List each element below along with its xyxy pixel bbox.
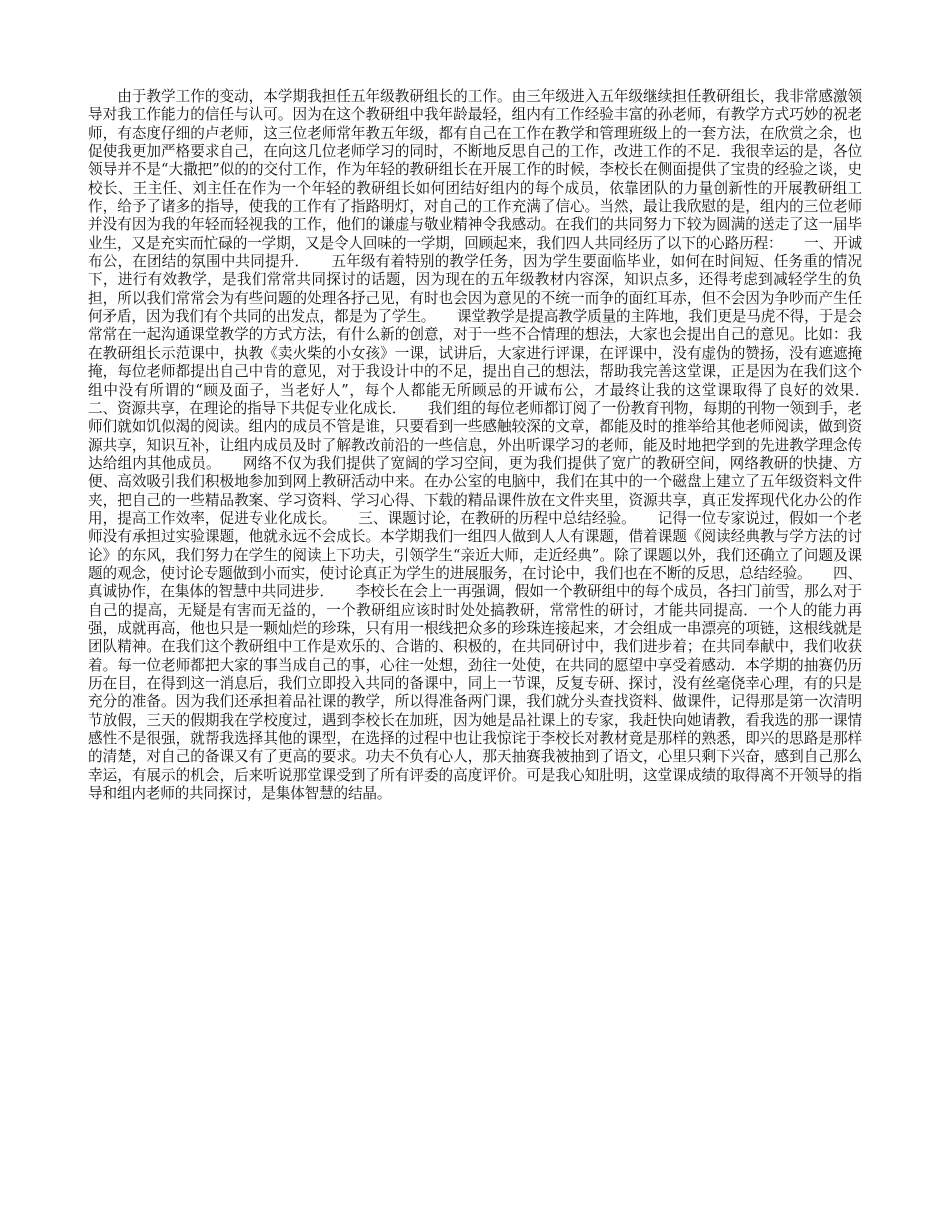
document-page — [88, 88, 891, 803]
body-paragraph: 由于教学工作的变动，本学期我担任五年级教研组长的工作。由三年级进入五年级继续担任教研组长，我非常感激领导对我工作能力的信任与认可。因为在这个教研组中我年龄最轻，组内有工作经验丰富的孙老师，有教学方式巧妙的祝老师，有态度仔细的卢老师，这三位老师常年教五年级，都有自己在工作在教学和管理班级上的一套方法，在欣赏之余，也促使我更加严格要求自己，在向这几位老师学习的同时，不断地反思自己的工作，改进工作的不足．我很幸运的是，各位领导并不是“大撒把”似的的交付工作，作为年轻的教研组长在开展工作的时候，李校长在侧面提供了宝贵的经验之谈，史校长、王主任、刘主任在作为一个年轻的教研组长如何团结好组内的每个成员，依靠团队的力量创新性的开展教研组工作，给予了诸多的指导，使我的工作有了指路明灯，对自己的工作充满了信心。当然，最让我欣慰的是，组内的三位老师并没有因为我的年轻而轻视我的工作，他们的谦虚与敬业精神令我感动。在我们的共同努力下较为圆满的送走了这一届毕业生，又是充实而忙碌的一学期，又是令人回味的一学期，回顾起来，我们四人共同经历了以下的心路历程： 一、开诚布公，在团结的氛围中共同提升． 五年级有着特别的教学任务，因为学生要面临毕业，如何在时间短、任务重的情况下，进行有效教学，是我们常常共同探讨的话题，因为现在的五年级教材内容深，知识点多，还得考虑到减轻学生的负担，所以我们常常会为有些问题的处理各抒己见，有时也会因为意见的不统一而争的面红耳赤，但不会因为争吵而产生任何矛盾，因为我们有个共同的出发点，都是为了学生。 课堂教学是提高教学质量的主阵地，我们更是马虎不得，于是会常常在一起沟通课堂教学的方式方法，有什么新的创意，对于一些不合情理的想法，大家也会提出自己的意见。比如：我在教研组长示范课中，执教《卖火柴的小女孩》一课，试讲后，大家进行评课，在评课中，没有虚伪的赞扬，没有遮遮掩掩，每位老师都提出自己中肯的意见，对于我设计中的不足，提出自己的想法，帮助我完善这堂课，正是因为在我们这个组中没有所谓的“顾及面子，当老好人”，每个人都能无所顾忌的开诚布公，才最终让我的这堂课取得了良好的效果． 二、资源共享，在理论的指导下共促专业化成长． 我们组的每位老师都订阅了一份教育刊物，每期的刊物一领到手，老师们就如饥似渴的阅读。组内的成员不管是谁，只要看到一些感触较深的文章，都能及时的推举给其他老师阅读，做到资源共享，知识互补，让组内成员及时了解教改前沿的一些信息，外出听课学习的老师，能及时地把学到的先进教学理念传达给组内其他成员。 网络不仅为我们提供了宽阔的学习空间，更为我们提供了宽广的教研空间，网络教研的快捷、方便、高效吸引我们积极地参加到网上教研活动中来。在办公室的电脑中，我们在其中的一个磁盘上建立了五年级资料文件夹，把自己的一些精品教案、学习资料、学习心得、下载的精品课件放在文件夹里，资源共享，真正发挥现代化办公的作用，提高工作效率，促进专业化成长。 三、课题讨论，在教研的历程中总结经验。 记得一位专家说过，假如一个老师没有承担过实验课题，他就永远不会成长。本学期我们一组四人做到人人有课题，借着课题《阅读经典教与学方法的讨论》的东风，我们努力在学生的阅读上下功夫，引领学生“亲近大师，走近经典”。除了课题以外，我们还确立了问题及课题的观念，使讨论专题做到小而实，使讨论真正为学生的进展服务，在讨论中，我们也在不断的反思，总结经验。 四、真诚协作，在集体的智慧中共同进步． 李校长在会上一再强调，假如一个教研组中的每个成员，各扫门前雪，那么对于自己的提高，无疑是有害而无益的，一个教研组应该时时处处搞教研，常常性的研讨，才能共同提高．一个人的能力再强，成就再高，他也只是一颗灿烂的珍珠，只有用一根线把众多的珍珠连接起来，才会组成一串漂亮的项链，这根线就是团队精神。在我们这个教研组中工作是欢乐的、合谐的、积极的，在共同研讨中，我们进步着；在共同奉献中，我们收获着。每一位老师都把大家的事当成自己的事，心往一处想，劲往一处使，在共同的愿望中享受着感动．本学期的抽赛仍历历在目，在得到这一消息后，我们立即投入共同的备课中，同上一节课，反复专研、探讨，没有丝毫侥幸心理，有的只是充分的准备。因为我们还承担着品社课的教学，所以得准备两门课，我们就分头查找资料、做课件，记得那是第一次清明节放假，三天的假期我在学校度过，遇到李校长在加班，因为她是品社课上的专家，我赶快向她请教，看我选的那一课情感性不是很强，就帮我选择其他的课型，在选择的过程中也让我惊诧于李校长对教材竟是那样的熟悉，即兴的思路是那样的清楚，对自己的备课又有了更高的要求。功夫不负有心人，那天抽赛我被抽到了语文，心里只剩下兴奋，感到自己那么幸运，有展示的机会，后来听说那堂课受到了所有评委的高度评价。可是我心知肚明，这堂课成绩的取得离不开领导的指导和组内老师的共同探讨，是集体智慧的结晶。 — [88, 88, 891, 803]
